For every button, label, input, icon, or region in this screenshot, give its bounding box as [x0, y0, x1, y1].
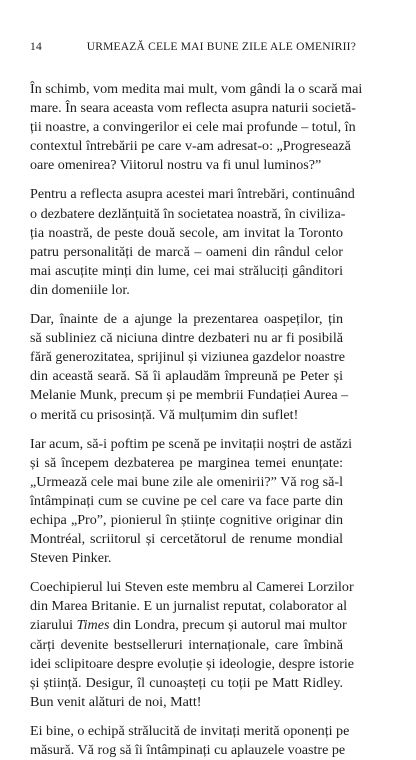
- text-line: „Urmează cele mai bune zile ale omenirii?” Vă rog să-l: [30, 473, 343, 490]
- text-line: și știință. Desigur, îl cunoașteți cu toții pe Matt Ridley.: [30, 674, 343, 691]
- text-line: Dar, înainte de a ajunge la prezentarea oaspeților, țin: [30, 311, 343, 328]
- paragraph: [30, 185, 355, 300]
- text-line: contextul întrebării pe care v-am adresat-o: „Progresează: [30, 138, 351, 155]
- text-line: o dezbatere dezlănțuită în societatea noastră, în civiliza-: [30, 205, 346, 222]
- page-number: 14: [30, 41, 42, 53]
- paragraph: [30, 310, 349, 425]
- text-line: cărți devenite bestselleruri internaționale, care îmbină: [30, 636, 343, 653]
- body-text: [30, 80, 363, 760]
- text-line: o merită cu prisosință. Vă mulțumim din suflet!: [30, 406, 299, 423]
- text-line: Melanie Munk, precum și pe membrii Fundației Aurea –: [30, 387, 349, 404]
- text-line: măsură. Vă rog să îi întâmpinați cu aplauzele voastre pe: [30, 742, 346, 758]
- running-title: URMEAZĂ CELE MAI BUNE ZILE ALE OMENIRII?: [86, 41, 356, 53]
- text-line: Pentru a reflecta asupra acestei mari întrebări, continuând: [30, 186, 355, 203]
- text-line: Steven Pinker.: [30, 550, 112, 567]
- text-line: ții noastre, a convingerilor ei cele mai profunde – totul, în: [30, 119, 356, 136]
- text-line: din domeniile lor.: [30, 281, 130, 298]
- text-line: să subliniez că niciuna dintre dezbateri nu ar fi posibilă: [30, 330, 343, 347]
- text-line: echipa „Pro”, pionierul în științe cognitive originar din: [30, 511, 343, 528]
- text-line: și să începem dezbaterea pe marginea temei enunțate:: [30, 454, 343, 471]
- text-line: În schimb, vom medita mai mult, vom gândi la o scară mai: [30, 81, 363, 97]
- text-line: Iar acum, să-i poftim pe scenă pe invitații noștri de astăzi: [30, 435, 353, 452]
- text-line: întâmpinați cum se cuvine pe cel care va face parte din: [30, 492, 343, 509]
- paragraph: [30, 435, 353, 569]
- text-line: ziarului Times din Londra, precum și autorul mai multor: [30, 617, 347, 634]
- text-line: fără generozitatea, sprijinul și viziunea gazdelor noastre: [30, 349, 346, 366]
- text-line: oare omenirea? Viitorul nostru va fi unul luminos?”: [30, 157, 322, 174]
- text-line: Montréal, scriitorul și cercetătorul de renume mondial: [30, 531, 343, 548]
- text-line: ția noastră, de peste două secole, am invitat la Toronto: [30, 224, 343, 241]
- paragraph: [30, 722, 350, 760]
- text-line: Coechipierul lui Steven este membru al Camerei Lorzilor: [30, 579, 354, 596]
- text-line: mai ascuțite minți din lume, cei mai străluciți gânditori: [30, 262, 343, 279]
- text-line: patru personalități de marcă – oameni din rândul celor: [30, 243, 343, 260]
- text-line: din Marea Britanie. E un jurnalist reputat, colaborator al: [30, 598, 347, 615]
- text-line: idei sclipitoare despre evoluție și ideologie, despre istorie: [30, 655, 355, 672]
- text-line: Ei bine, o echipă strălucită de invitați merită oponenți pe: [30, 722, 350, 739]
- text-line: din această seară. Să îi aplaudăm împreună pe Peter și: [30, 368, 343, 385]
- running-header: [30, 41, 356, 53]
- paragraph: [30, 578, 355, 712]
- text-line: Bun venit alături de noi, Matt!: [30, 693, 202, 710]
- text-line: mare. În seara aceasta vom reflecta asupra naturii societă-: [30, 100, 356, 117]
- paragraph: [30, 80, 363, 175]
